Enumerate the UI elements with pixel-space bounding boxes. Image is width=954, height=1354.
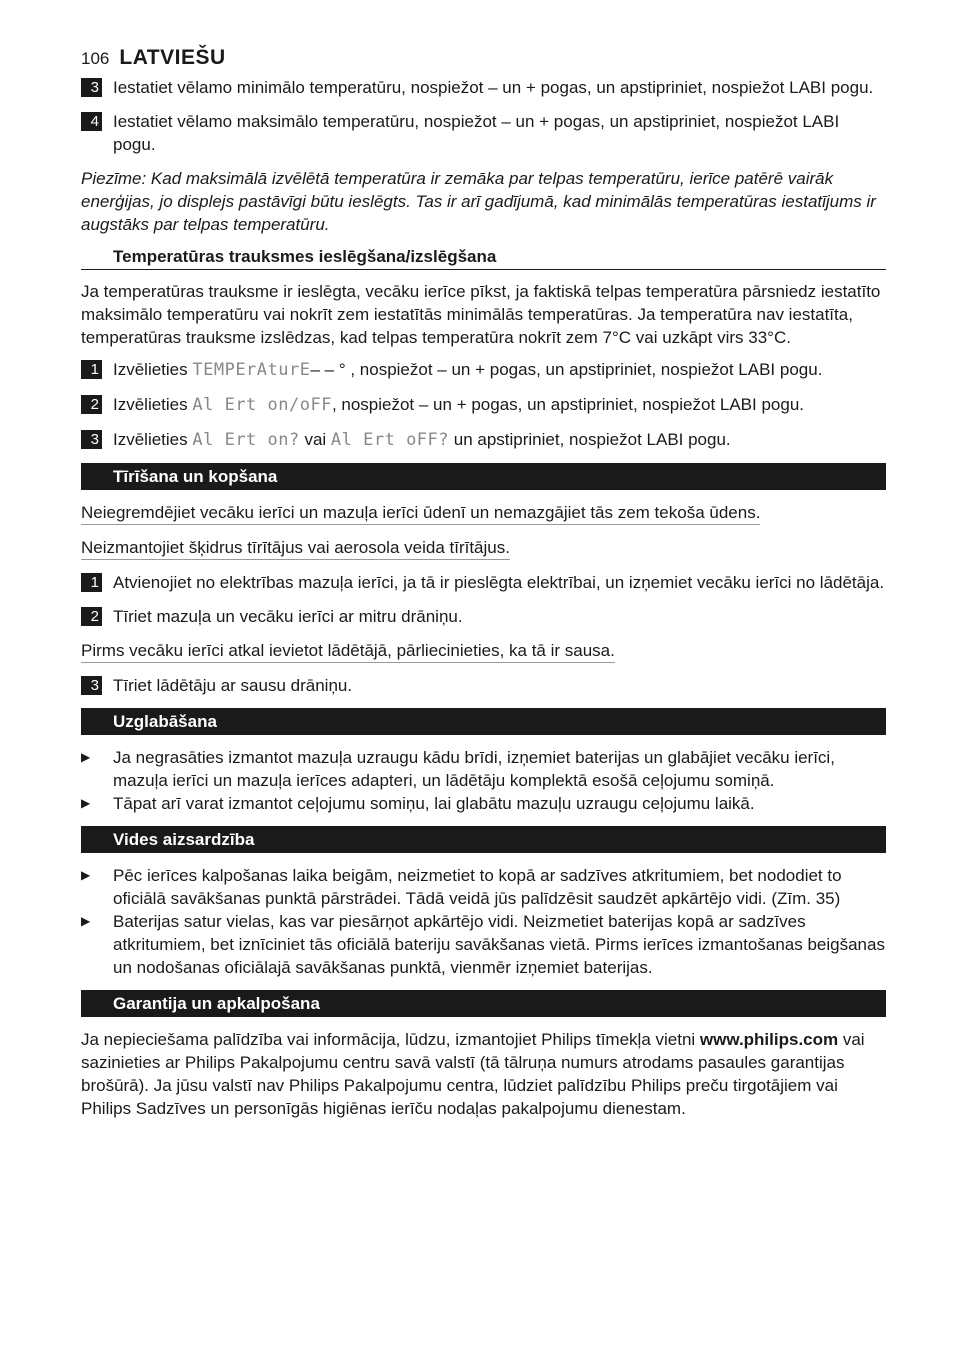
- warning-text: Pirms vecāku ierīci atkal ievietot lādētājā, pārliecinieties, ka tā ir sausa.: [81, 639, 615, 663]
- warranty-text-post: vai sazinieties ar Philips Pakalpojumu centru savā valstī (tā tālruņa numurs atrodams pasaules garantijas brošūrā). Ja jūsu valstī nav Philips Pakalpojumu centra, lūdziet palīdzību Philips preču tirgotājiem vai Philips Sadzīves un personīgās higiēnas ierīču nodaļas pakalpojumu dienestam.: [81, 1030, 865, 1118]
- bullet-text: Pēc ierīces kalpošanas laika beigām, neizmetiet to kopā ar sadzīves atkritumiem, bet nododiet to oficiālā savākšanas punktā pārstrādei. Tādā veidā jūs palīdzēsit saudzēt apkārtējo vidi. (Zīm. 35): [113, 866, 842, 908]
- step-text-pre: Izvēlieties: [113, 395, 193, 414]
- lcd-display-text: TEMPErAturE: [192, 360, 311, 380]
- page-number: 106: [81, 49, 110, 68]
- step-number: 3: [81, 430, 102, 449]
- website-link[interactable]: www.philips.com: [699, 1030, 839, 1049]
- step-item: [81, 76, 886, 99]
- step-text: Tīriet lādētāju ar sausu drāniņu.: [113, 676, 353, 695]
- step-number: 2: [81, 607, 102, 626]
- step-number: 1: [81, 573, 102, 592]
- bullet-text: Baterijas satur vielas, kas var piesārņot apkārtējo vidi. Neizmetiet baterijas kopā ar sadzīves atkritumiem, bet iznīciniet tās oficiālā bateriju savākšanas vietā. Pirms ierīces izmantošanas beigšanas un nodošanas oficiālajā savākšanas punktā, vienmēr izņemiet baterijas.: [113, 912, 885, 977]
- step-text: [113, 428, 886, 452]
- step-text-mid: vai: [299, 430, 331, 449]
- section-heading-cleaning: Tīrīšana un kopšana: [81, 463, 886, 490]
- alarm-intro: Ja temperatūras trauksme ir ieslēgta, vecāku ierīce pīkst, ja faktiskā telpas temperatūra pārsniedz iestatīto maksimālo temperatūru vai nokrīt zem iestatītās minimālās temperatūras. Ja temperatūra nav iestatīta, temperatūras trauksme izslēdzas, kad telpas temperatūra nokrīt zem 7°C vai uzkāpt virs 33°C.: [81, 282, 881, 347]
- alarm-heading: Temperatūras trauksmes ieslēgšana/izslēgšana: [81, 245, 886, 270]
- step-text: [113, 358, 886, 382]
- warning-text: Neiegremdējiet vecāku ierīci un mazuļa ierīci ūdenī un nemazgājiet tās zem tekoša ūdens.: [81, 501, 760, 525]
- step-text-pre: Izvēlieties: [113, 360, 193, 379]
- step-text: Atvienojiet no elektrības mazuļa ierīci, ja tā ir pieslēgta elektrībai, un izņemiet vecāku ierīci no lādētāja.: [113, 573, 885, 592]
- step-number: 1: [81, 360, 102, 379]
- triangle-right-icon: ▶: [81, 914, 91, 928]
- bullet-item: [81, 910, 886, 979]
- step-item: [81, 358, 886, 382]
- section-heading-environment: Vides aizsardzība: [81, 826, 886, 853]
- lcd-display-text: Al Ert on?: [192, 430, 300, 450]
- step-text: Iestatiet vēlamo minimālo temperatūru, nospiežot – un + pogas, un apstipriniet, nospiežot LABI pogu.: [113, 78, 874, 97]
- bullet-item: [81, 864, 886, 910]
- step-item: [81, 674, 886, 697]
- section-heading-warranty: Garantija un apkalpošana: [81, 990, 886, 1017]
- step-text: Tīriet mazuļa un vecāku ierīci ar mitru drāniņu.: [113, 607, 463, 626]
- bullet-item: [81, 792, 886, 815]
- step-item: [81, 428, 886, 452]
- language-title: LATVIEŠU: [119, 46, 226, 69]
- manual-page: [81, 46, 886, 1129]
- step-item: [81, 571, 886, 594]
- step-text: Iestatiet vēlamo maksimālo temperatūru, nospiežot – un + pogas, un apstipriniet, nospiežot LABI pogu.: [113, 112, 840, 154]
- step-item: [81, 110, 886, 156]
- section-heading-storage: Uzglabāšana: [81, 708, 886, 735]
- warranty-text: [81, 1028, 886, 1120]
- step-text-post: un apstipriniet, nospiežot LABI pogu.: [449, 430, 731, 449]
- warning-text: Neizmantojiet šķidrus tīrītājus vai aerosola veida tīrītājus.: [81, 536, 510, 560]
- bullet-item: [81, 746, 886, 792]
- lcd-display-text: Al Ert on/oFF: [192, 395, 332, 415]
- step-text-post: – – ° , nospiežot – un + pogas, un apstipriniet, nospiežot LABI pogu.: [310, 360, 823, 379]
- step-number: 4: [81, 112, 102, 131]
- step-text: [113, 393, 886, 417]
- triangle-right-icon: ▶: [81, 796, 91, 810]
- step-text-pre: Izvēlieties: [113, 430, 193, 449]
- step-item: [81, 605, 886, 628]
- triangle-right-icon: ▶: [81, 868, 91, 882]
- step-number: 2: [81, 395, 102, 414]
- warranty-text-pre: Ja nepieciešama palīdzība vai informācija, lūdzu, izmantojiet Philips tīmekļa vietni: [81, 1030, 700, 1049]
- bullet-text: Ja negrasāties izmantot mazuļa uzraugu kādu brīdi, izņemiet baterijas un glabājiet vecāku ierīci, mazuļa ierīci un mazuļa ierīces adapteri, un lādētāju komplektā esošā ceļojumu somiņā.: [113, 748, 835, 790]
- step-number: 3: [81, 78, 102, 97]
- bullet-text: Tāpat arī varat izmantot ceļojumu somiņu, lai glabātu mazuļu uzraugu ceļojumu laikā.: [113, 794, 755, 813]
- note-text: Piezīme: Kad maksimālā izvēlētā temperatūra ir zemāka par telpas temperatūru, ierīce patērē vairāk enerģijas, jo displejs pastāvīgi būtu ieslēgts. Tas ir arī gadījumā, kad minimālās temperatūras iestatījums ir augstāks par telpas temperatūru.: [81, 169, 876, 234]
- step-text-post: , nospiežot – un + pogas, un apstipriniet, nospiežot LABI pogu.: [331, 395, 805, 414]
- step-number: 3: [81, 676, 102, 695]
- page-header: [81, 46, 886, 76]
- lcd-display-text: Al Ert oFF?: [330, 430, 450, 450]
- step-item: [81, 393, 886, 417]
- triangle-right-icon: ▶: [81, 750, 91, 764]
